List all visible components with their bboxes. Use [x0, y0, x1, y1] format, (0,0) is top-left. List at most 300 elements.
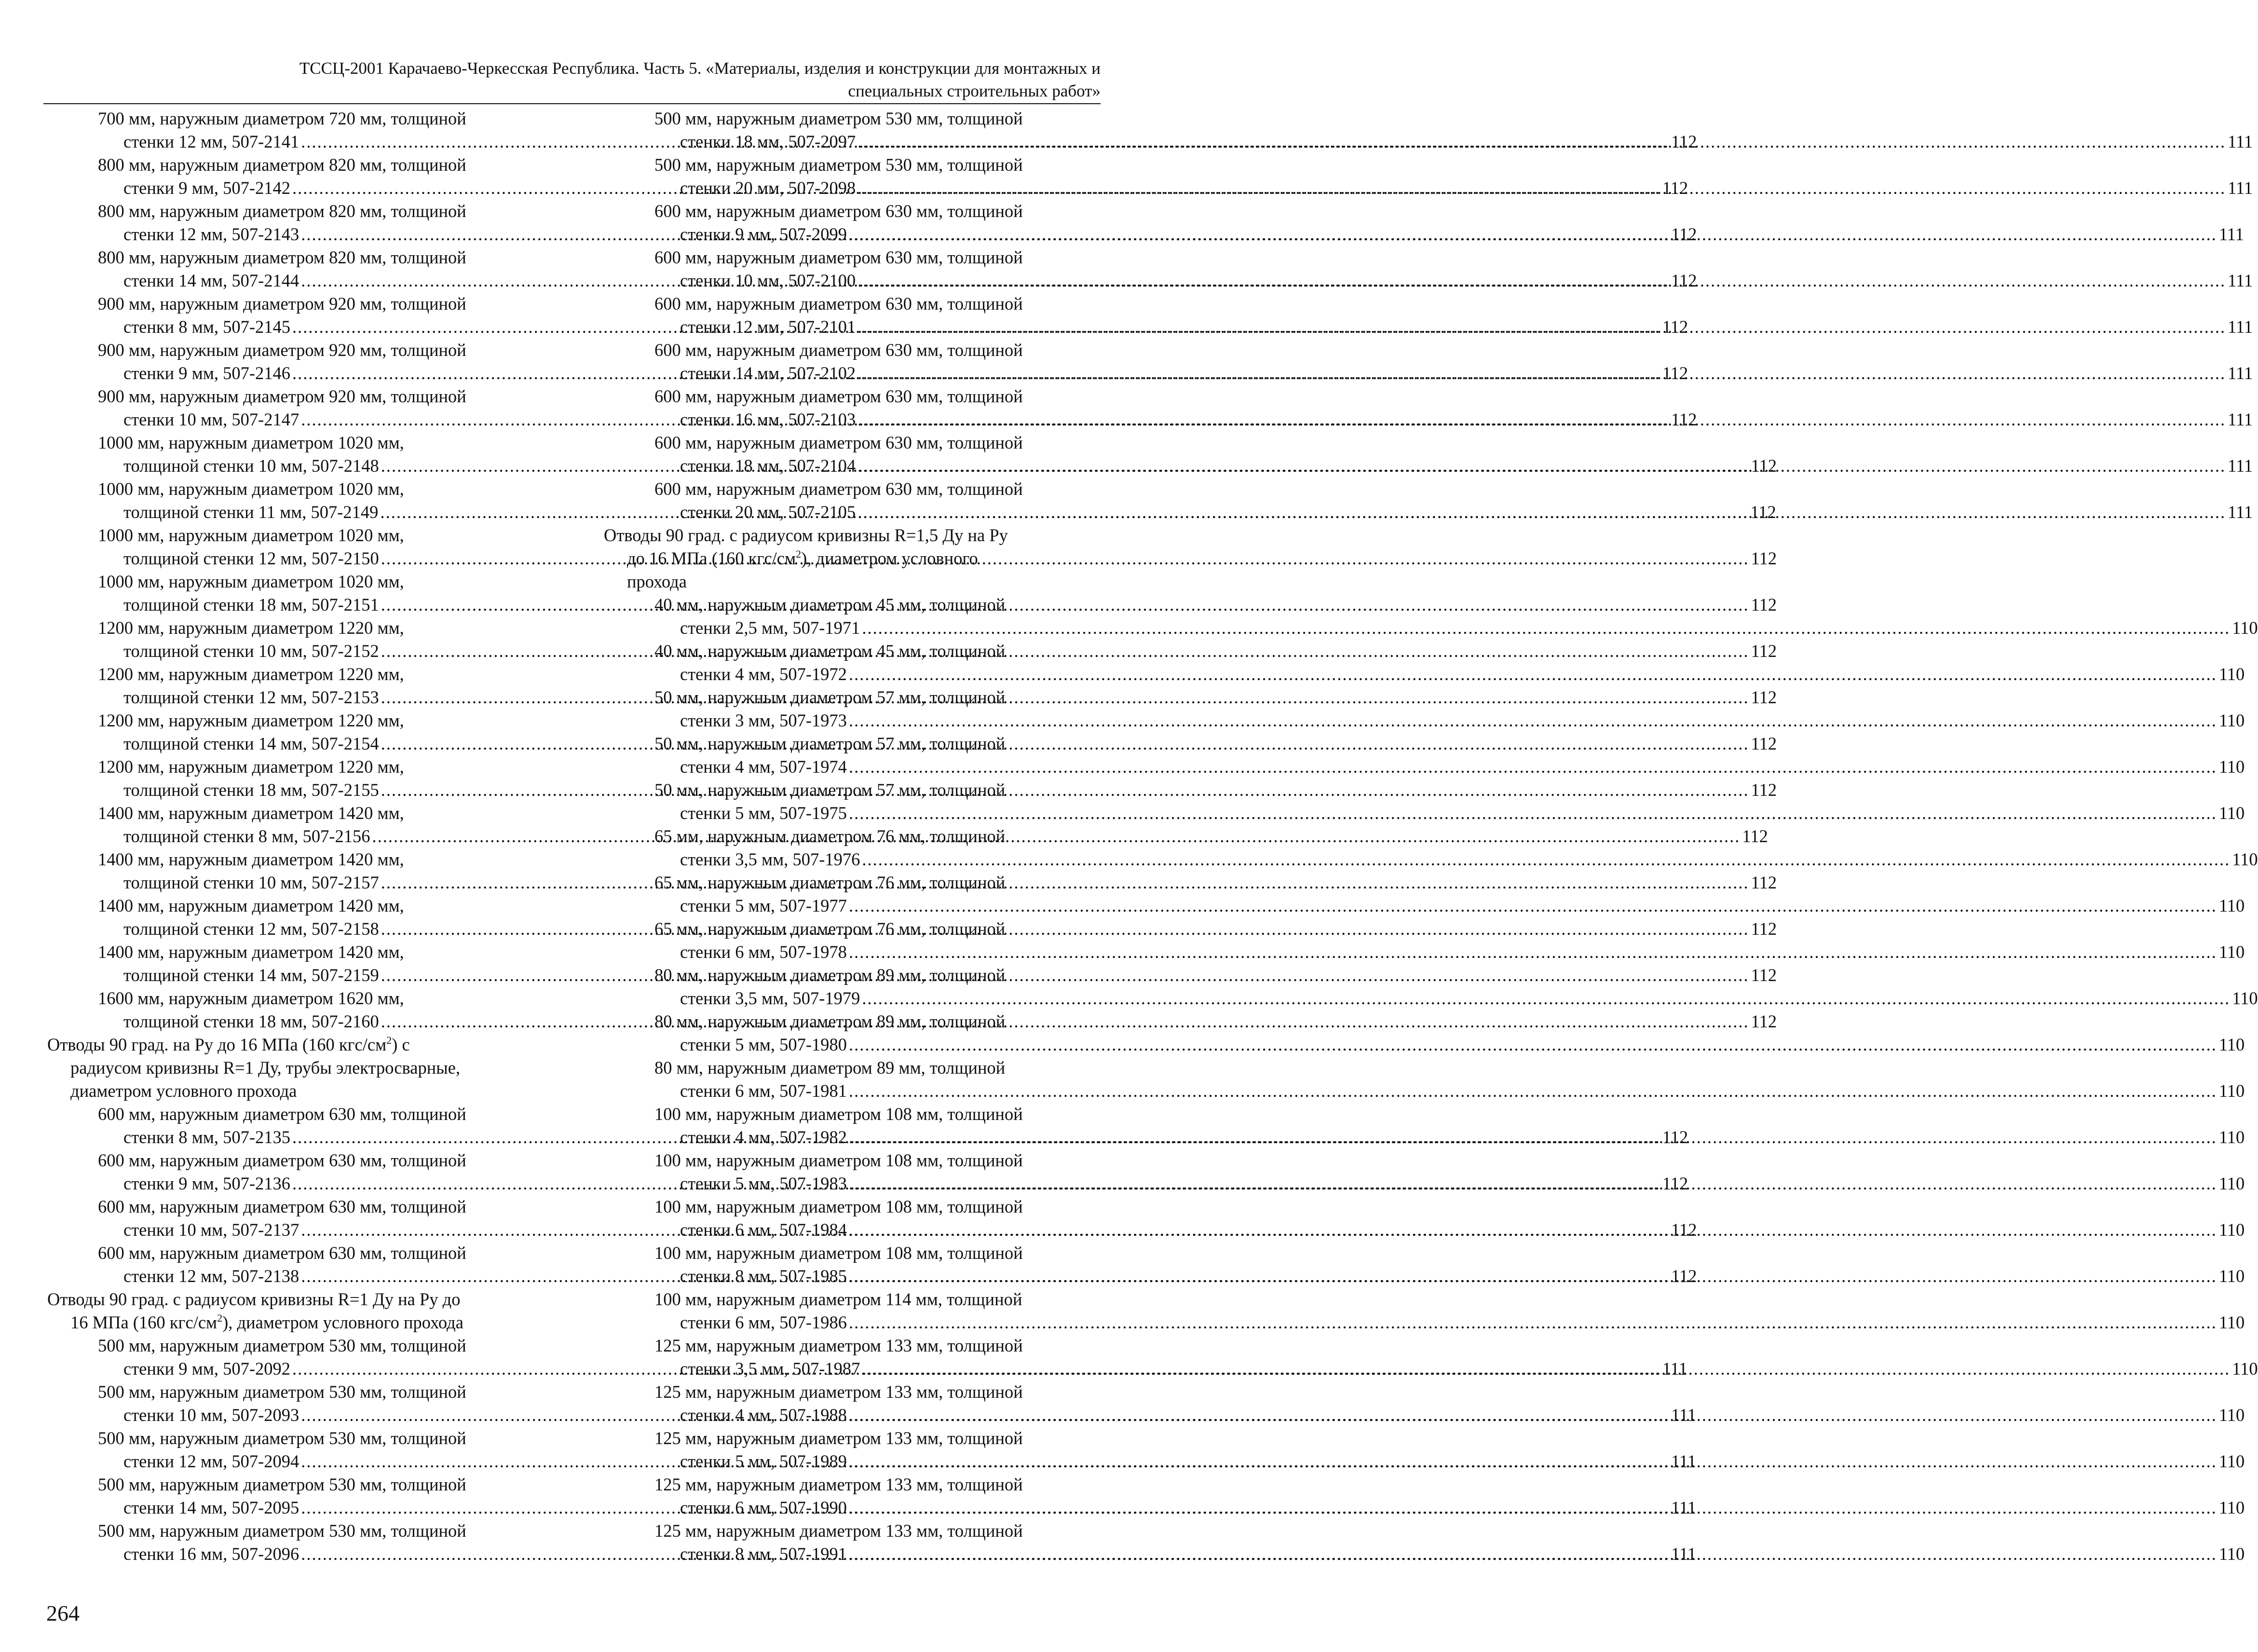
header-line-1: ТССЦ-2001 Карачаево-Черкесская Республика. Часть 5. «Материалы, изделия и конструкции для монтажных и — [299, 59, 1101, 78]
entry-text: 80 мм, наружным диаметром 89 мм, толщиной — [654, 1011, 1006, 1031]
index-entry-line — [604, 825, 1086, 848]
entry-text: стенки 6 мм, 507-1986 — [680, 1312, 847, 1332]
entry-text-after: ), диаметром условного — [801, 548, 978, 568]
entry-page-number: 112 — [1662, 178, 1688, 198]
entry-text: стенки 8 мм, 507-2135 — [123, 1127, 291, 1147]
entry-text: 1000 мм, наружным диаметром 1020 мм, — [98, 525, 404, 545]
entry-text: стенки 9 мм, 507-2099 — [680, 224, 847, 244]
index-entry-line — [604, 1311, 2245, 1334]
entry-text: 1200 мм, наружным диаметром 1220 мм, — [98, 664, 404, 684]
index-entry-line — [604, 802, 2245, 825]
index-entry-line — [47, 246, 530, 269]
entry-page-number: 111 — [2228, 410, 2253, 429]
entry-page-number: 111 — [2228, 271, 2253, 290]
entry-page-number: 112 — [1671, 224, 1697, 244]
entry-text: стенки 20 мм, 507-2105 — [680, 502, 856, 522]
entry-text: стенки 12 мм, 507-2141 — [123, 132, 299, 151]
entry-text: 40 мм, наружным диаметром 45 мм, толщиной — [654, 595, 1006, 614]
index-entry-line — [604, 1056, 1086, 1079]
entry-text: 900 мм, наружным диаметром 920 мм, толщиной — [98, 294, 466, 314]
index-entry-line — [604, 917, 1086, 941]
dot-leader — [849, 1265, 2217, 1288]
index-entry-line — [604, 431, 1086, 454]
entry-text: 50 мм, наружным диаметром 57 мм, толщиной — [654, 687, 1006, 707]
dot-leader — [857, 130, 2226, 153]
entry-text: толщиной стенки 14 мм, 507-2154 — [123, 734, 379, 753]
entry-text: 40 мм, наружным диаметром 45 мм, толщиной — [654, 641, 1006, 661]
entry-text: стенки 9 мм, 507-2092 — [123, 1359, 291, 1379]
entry-text: стенки 4 мм, 507-1974 — [680, 757, 847, 777]
entry-text: стенки 10 мм, 507-2137 — [123, 1220, 299, 1240]
dot-leader — [857, 501, 2226, 524]
index-entry-line — [47, 616, 530, 640]
entry-text: 1400 мм, наружным диаметром 1420 мм, — [98, 942, 404, 962]
entry-text: стенки 12 мм, 507-2094 — [123, 1451, 299, 1471]
entry-page-number: 112 — [1751, 780, 1777, 800]
dot-leader — [849, 663, 2217, 686]
entry-text: 600 мм, наружным диаметром 630 мм, толщиной — [654, 479, 1023, 499]
section-heading-line — [47, 1311, 530, 1334]
entry-text: стенки 6 мм, 507-1981 — [680, 1081, 847, 1101]
entry-page-number: 110 — [2232, 1359, 2258, 1379]
entry-text: Отводы 90 град. с радиусом кривизны R=1 Ду на Ру до — [47, 1289, 461, 1309]
index-entry-line — [604, 1334, 1086, 1357]
entry-text: 600 мм, наружным диаметром 630 мм, толщиной — [98, 1197, 466, 1216]
entry-text: стенки 3,5 мм, 507-1979 — [680, 988, 860, 1008]
entry-text: стенки 3,5 мм, 507-1976 — [680, 849, 860, 869]
entry-page-number: 110 — [2218, 1451, 2245, 1471]
entry-page-number: 110 — [2218, 942, 2245, 962]
dot-leader — [849, 802, 2217, 825]
entry-text: 1000 мм, наружным диаметром 1020 мм, — [98, 479, 404, 499]
entry-text: 600 мм, наружным диаметром 630 мм, толщиной — [654, 201, 1023, 221]
dot-leader — [849, 1543, 2217, 1566]
dot-leader — [849, 1172, 2217, 1195]
index-entry-line — [604, 640, 1086, 663]
entry-page-number: 111 — [1671, 1544, 1697, 1564]
index-entry-line — [604, 478, 1086, 501]
section-heading-line — [47, 1288, 530, 1311]
entry-text: толщиной стенки 11 мм, 507-2149 — [123, 502, 379, 522]
entry-page-number: 110 — [2218, 1544, 2245, 1564]
index-entry-line — [604, 1033, 2245, 1056]
index-entry-line — [604, 153, 1086, 177]
entry-page-number: 110 — [2218, 1127, 2245, 1147]
dot-leader — [849, 755, 2217, 778]
entry-page-number: 112 — [1662, 363, 1688, 383]
entry-text: 500 мм, наружным диаметром 530 мм, толщиной — [98, 1336, 466, 1355]
entry-text: толщиной стенки 10 мм, 507-2148 — [123, 456, 379, 476]
entry-text: 500 мм, наружным диаметром 530 мм, толщиной — [654, 155, 1023, 175]
index-entry-line — [604, 964, 1086, 987]
entry-text: стенки 9 мм, 507-2146 — [123, 363, 291, 383]
dot-leader — [849, 709, 2217, 732]
entry-page-number: 112 — [1751, 641, 1777, 661]
entry-page-number: 112 — [1751, 734, 1777, 753]
entry-text: 600 мм, наружным диаметром 630 мм, толщиной — [654, 386, 1023, 406]
index-entry-line — [604, 593, 1086, 616]
entry-text: 900 мм, наружным диаметром 920 мм, толщиной — [98, 340, 466, 360]
entry-text: 600 мм, наружным диаметром 630 мм, толщиной — [654, 294, 1023, 314]
index-entry-line — [604, 1543, 2245, 1566]
entry-text: 100 мм, наружным диаметром 114 мм, толщиной — [654, 1289, 1022, 1309]
entry-text: 125 мм, наружным диаметром 133 мм, толщиной — [654, 1382, 1023, 1402]
dot-leader — [849, 1404, 2217, 1427]
entry-text: 600 мм, наружным диаметром 630 мм, толщиной — [98, 1150, 466, 1170]
dot-leader — [849, 223, 2217, 246]
dot-leader — [849, 1218, 2217, 1242]
dot-leader — [849, 1033, 2217, 1056]
entry-page-number: 110 — [2218, 1174, 2245, 1193]
entry-text: 600 мм, наружным диаметром 630 мм, толщиной — [98, 1104, 466, 1124]
entry-text: радиусом кривизны R=1 Ду, трубы электросварные, — [70, 1058, 461, 1078]
index-entry-line — [47, 1103, 530, 1126]
entry-text: 500 мм, наружным диаметром 530 мм, толщиной — [98, 1382, 466, 1402]
entry-text: стенки 8 мм, 507-2145 — [123, 317, 291, 337]
entry-text: стенки 3 мм, 507-1973 — [680, 710, 847, 730]
dot-leader — [857, 269, 2226, 292]
entry-page-number: 112 — [1750, 502, 1776, 522]
entry-text: стенки 6 мм, 507-1984 — [680, 1220, 847, 1240]
entry-page-number: 110 — [2218, 1266, 2245, 1286]
entry-text: 1200 мм, наружным диаметром 1220 мм, — [98, 710, 404, 730]
entry-text: диаметром условного прохода — [70, 1081, 297, 1101]
index-entry-line — [604, 1427, 1086, 1450]
index-entry-line — [47, 848, 530, 871]
header-rule — [43, 103, 1101, 104]
entry-text: 100 мм, наружным диаметром 108 мм, толщиной — [654, 1243, 1023, 1263]
index-entry-line — [604, 339, 1086, 362]
entry-page-number: 110 — [2218, 896, 2245, 915]
dot-leader — [862, 1357, 2230, 1380]
superscript: 2 — [386, 1034, 392, 1046]
entry-text: стенки 2,5 мм, 507-1971 — [680, 618, 860, 638]
entry-text: стенки 5 мм, 507-1983 — [680, 1174, 847, 1193]
index-entry-line — [604, 848, 2258, 871]
index-entry-line — [604, 732, 1086, 755]
index-entry-line — [604, 1195, 1086, 1218]
index-entry-line — [604, 686, 1086, 709]
index-entry-line — [604, 709, 2245, 732]
entry-text: 500 мм, наружным диаметром 530 мм, толщиной — [98, 1521, 466, 1541]
entry-text: 700 мм, наружным диаметром 720 мм, толщиной — [98, 109, 466, 128]
entry-text: 600 мм, наружным диаметром 630 мм, толщиной — [98, 1243, 466, 1263]
index-entry-line — [604, 616, 2258, 640]
entry-text: 80 мм, наружным диаметром 89 мм, толщиной — [654, 1058, 1006, 1078]
entry-page-number: 111 — [2228, 317, 2253, 337]
entry-text: стенки 6 мм, 507-1990 — [680, 1498, 847, 1517]
entry-page-number: 110 — [2218, 1081, 2245, 1101]
index-entry-line — [47, 292, 530, 315]
entry-text: 100 мм, наружным диаметром 108 мм, толщиной — [654, 1104, 1023, 1124]
entry-text: толщиной стенки 12 мм, 507-2150 — [123, 548, 379, 568]
index-entry-line — [604, 1288, 1086, 1311]
index-entry-line — [604, 1103, 1086, 1126]
entry-text: 16 МПа (160 кгс/см — [70, 1312, 218, 1332]
entry-text: 500 мм, наружным диаметром 530 мм, толщиной — [654, 109, 1023, 128]
section-heading-line — [47, 1056, 530, 1079]
entry-page-number: 110 — [2232, 988, 2258, 1008]
index-entry-line — [604, 941, 2245, 964]
entry-text: стенки 14 мм, 507-2095 — [123, 1498, 299, 1517]
entry-page-number: 112 — [1671, 410, 1697, 429]
index-entry-line — [47, 385, 530, 408]
dot-leader — [849, 1450, 2217, 1473]
dot-leader — [849, 941, 2217, 964]
entry-text: 1000 мм, наружным диаметром 1020 мм, — [98, 433, 404, 452]
entry-text: стенки 5 мм, 507-1989 — [680, 1451, 847, 1471]
index-entry-line — [604, 871, 1086, 894]
index-entry-line — [47, 1334, 530, 1357]
entry-text: 800 мм, наружным диаметром 820 мм, толщиной — [98, 247, 466, 267]
entry-page-number: 112 — [1671, 271, 1697, 290]
index-entry-line — [604, 1010, 1086, 1033]
index-entry-line — [604, 107, 1086, 130]
entry-page-number: 111 — [1671, 1405, 1697, 1425]
entry-text: 1200 мм, наружным диаметром 1220 мм, — [98, 757, 404, 777]
index-entry-line — [47, 478, 530, 501]
dot-leader — [849, 894, 2217, 917]
entry-text: стенки 12 мм, 507-2143 — [123, 224, 299, 244]
entry-text: стенки 4 мм, 507-1972 — [680, 664, 847, 684]
entry-text: стенки 5 мм, 507-1977 — [680, 896, 847, 915]
entry-page-number: 111 — [2228, 363, 2253, 383]
dot-leader — [857, 454, 2226, 478]
superscript: 2 — [217, 1312, 223, 1324]
index-entry-line — [47, 200, 530, 223]
index-entry-line — [604, 1149, 1086, 1172]
entry-text: стенки 5 мм, 507-1980 — [680, 1035, 847, 1054]
index-entry-line — [47, 153, 530, 177]
entry-page-number: 111 — [2218, 224, 2244, 244]
index-entry-line — [47, 339, 530, 362]
entry-text: стенки 12 мм, 507-2101 — [680, 317, 856, 337]
superscript: 2 — [796, 548, 802, 560]
dot-leader — [862, 848, 2230, 871]
page-number: 264 — [46, 1601, 80, 1625]
index-entry-line — [47, 1427, 530, 1450]
entry-text: толщиной стенки 18 мм, 507-2160 — [123, 1011, 379, 1031]
entry-page-number: 112 — [1742, 826, 1768, 846]
entry-text: толщиной стенки 14 мм, 507-2159 — [123, 965, 379, 985]
entry-page-number: 110 — [2218, 1035, 2245, 1054]
entry-text: 900 мм, наружным диаметром 920 мм, толщиной — [98, 386, 466, 406]
entry-page-number: 112 — [1751, 595, 1777, 614]
entry-text: толщиной стенки 18 мм, 507-2155 — [123, 780, 379, 800]
entry-text: стенки 3,5 мм, 507-1987 — [680, 1359, 860, 1379]
entry-text: 600 мм, наружным диаметром 630 мм, толщиной — [654, 433, 1023, 452]
header-line-2: специальных строительных работ» — [848, 82, 1101, 100]
dot-leader — [862, 616, 2230, 640]
entry-text: 65 мм, наружным диаметром 76 мм, толщиной — [654, 826, 1006, 846]
entry-text: толщиной стенки 12 мм, 507-2158 — [123, 919, 379, 939]
entry-page-number: 112 — [1671, 1266, 1697, 1286]
entry-page-number: 110 — [2218, 1220, 2245, 1240]
dot-leader — [849, 1079, 2217, 1103]
entry-text: Отводы 90 град. с радиусом кривизны R=1,5 Ду на Ру — [604, 525, 1008, 545]
index-entry-line — [47, 570, 530, 593]
entry-page-number: 110 — [2218, 1405, 2245, 1425]
entry-text: 80 мм, наружным диаметром 89 мм, толщиной — [654, 965, 1006, 985]
section-heading-line — [47, 1079, 530, 1103]
entry-text: стенки 10 мм, 507-2147 — [123, 410, 299, 429]
index-entry-line — [604, 1473, 1086, 1496]
entry-page-number: 112 — [1662, 317, 1688, 337]
entry-text: 800 мм, наружным диаметром 820 мм, толщиной — [98, 201, 466, 221]
index-entry-line — [604, 987, 2258, 1010]
entry-page-number: 111 — [1662, 1359, 1687, 1379]
index-entry-line — [47, 1242, 530, 1265]
dot-leader — [862, 987, 2230, 1010]
entry-text: 1400 мм, наружным диаметром 1420 мм, — [98, 849, 404, 869]
entry-text: 100 мм, наружным диаметром 108 мм, толщиной — [654, 1197, 1023, 1216]
entry-page-number: 110 — [2218, 803, 2245, 823]
entry-text-after: ) с — [392, 1035, 410, 1054]
entry-page-number: 112 — [1671, 1220, 1697, 1240]
entry-text: стенки 14 мм, 507-2144 — [123, 271, 299, 290]
entry-text: толщиной стенки 12 мм, 507-2153 — [123, 687, 379, 707]
entry-text: стенки 9 мм, 507-2136 — [123, 1174, 291, 1193]
entry-text: стенки 14 мм, 507-2102 — [680, 363, 856, 383]
entry-page-number: 111 — [2228, 456, 2253, 476]
section-heading-line — [604, 524, 1086, 547]
entry-text: стенки 9 мм, 507-2142 — [123, 178, 291, 198]
entry-text: Отводы 90 град. на Ру до 16 МПа (160 кгс/см — [47, 1035, 387, 1054]
index-entry-line — [47, 524, 530, 547]
entry-text: 100 мм, наружным диаметром 108 мм, толщиной — [654, 1150, 1023, 1170]
index-entry-line — [47, 987, 530, 1010]
entry-text: 125 мм, наружным диаметром 133 мм, толщиной — [654, 1428, 1023, 1448]
entry-text: стенки 8 мм, 507-1985 — [680, 1266, 847, 1286]
entry-text: стенки 4 мм, 507-1988 — [680, 1405, 847, 1425]
entry-text: стенки 18 мм, 507-2104 — [680, 456, 856, 476]
entry-text: 1000 мм, наружным диаметром 1020 мм, — [98, 572, 404, 591]
dot-leader — [849, 1496, 2217, 1519]
entry-page-number: 112 — [1751, 965, 1777, 985]
index-entry-line — [47, 1149, 530, 1172]
entry-page-number: 112 — [1751, 1011, 1777, 1031]
entry-page-number: 112 — [1751, 456, 1777, 476]
index-entry-line — [47, 663, 530, 686]
entry-text: стенки 10 мм, 507-2100 — [680, 271, 856, 290]
entry-text: стенки 6 мм, 507-1978 — [680, 942, 847, 962]
entry-text: 65 мм, наружным диаметром 76 мм, толщиной — [654, 919, 1006, 939]
index-entry-line — [47, 709, 530, 732]
index-entry-line — [47, 802, 530, 825]
entry-page-number: 112 — [1671, 132, 1697, 151]
dot-leader — [849, 1311, 2217, 1334]
dot-leader — [857, 315, 2226, 339]
entry-page-number: 110 — [2218, 1498, 2245, 1517]
entry-text: стенки 12 мм, 507-2138 — [123, 1266, 299, 1286]
running-header — [43, 57, 1101, 102]
entry-text: 125 мм, наружным диаметром 133 мм, толщиной — [654, 1336, 1023, 1355]
entry-page-number: 110 — [2218, 710, 2245, 730]
entry-text: стенки 16 мм, 507-2096 — [123, 1544, 299, 1564]
entry-text: 500 мм, наружным диаметром 530 мм, толщиной — [98, 1428, 466, 1448]
entry-text: 600 мм, наружным диаметром 630 мм, толщиной — [654, 340, 1023, 360]
entry-text: 500 мм, наружным диаметром 530 мм, толщиной — [98, 1475, 466, 1494]
entry-text: стенки 5 мм, 507-1975 — [680, 803, 847, 823]
index-entry-line — [47, 1519, 530, 1543]
index-entry-line — [604, 246, 1086, 269]
entry-text: 1400 мм, наружным диаметром 1420 мм, — [98, 803, 404, 823]
entry-page-number: 110 — [2218, 757, 2245, 777]
section-heading-line — [47, 1033, 530, 1056]
index-entry-line — [604, 200, 1086, 223]
index-entry-line — [47, 894, 530, 917]
index-entry-line — [604, 778, 1086, 802]
index-entry-line — [604, 292, 1086, 315]
entry-page-number: 112 — [1662, 1127, 1688, 1147]
entry-page-number: 110 — [2218, 1312, 2245, 1332]
entry-text: до 16 МПа (160 кгс/см — [627, 548, 796, 568]
index-entry-line — [604, 894, 2245, 917]
index-entry-line — [604, 1242, 1086, 1265]
entry-text: 50 мм, наружным диаметром 57 мм, толщиной — [654, 734, 1006, 753]
entry-text: стенки 20 мм, 507-2098 — [680, 178, 856, 198]
index-entry-line — [604, 755, 2245, 778]
index-entry-line — [604, 1519, 1086, 1543]
entry-page-number: 110 — [2232, 618, 2258, 638]
entry-page-number: 112 — [1751, 873, 1777, 892]
entry-text: 50 мм, наружным диаметром 57 мм, толщиной — [654, 780, 1006, 800]
dot-leader — [857, 408, 2226, 431]
entry-text: стенки 18 мм, 507-2097 — [680, 132, 856, 151]
entry-text: стенки 10 мм, 507-2093 — [123, 1405, 299, 1425]
index-entry-line — [47, 107, 530, 130]
index-entry-line — [604, 1079, 2245, 1103]
entry-text: толщиной стенки 18 мм, 507-2151 — [123, 595, 379, 614]
entry-page-number: 111 — [1671, 1451, 1697, 1471]
entry-text: 1200 мм, наружным диаметром 1220 мм, — [98, 618, 404, 638]
entry-text: толщиной стенки 8 мм, 507-2156 — [123, 826, 370, 846]
index-entry-line — [47, 1380, 530, 1404]
entry-text: 1400 мм, наружным диаметром 1420 мм, — [98, 896, 404, 915]
section-heading-line — [604, 570, 1086, 593]
entry-page-number: 111 — [2228, 178, 2253, 198]
entry-page-number: 110 — [2232, 849, 2258, 869]
index-entry-line — [47, 431, 530, 454]
dot-leader — [849, 1126, 2217, 1149]
index-entry-line — [47, 755, 530, 778]
index-entry-line — [47, 1473, 530, 1496]
entry-text: 65 мм, наружным диаметром 76 мм, толщиной — [654, 873, 1006, 892]
index-entry-line — [47, 941, 530, 964]
index-entry-line — [604, 385, 1086, 408]
entry-text: толщиной стенки 10 мм, 507-2152 — [123, 641, 379, 661]
entry-text: 600 мм, наружным диаметром 630 мм, толщиной — [654, 247, 1023, 267]
section-heading-line — [604, 547, 1086, 570]
index-entry-line — [604, 1380, 1086, 1404]
entry-text: стенки 16 мм, 507-2103 — [680, 410, 856, 429]
entry-page-number: 112 — [1751, 548, 1777, 568]
entry-text: 125 мм, наружным диаметром 133 мм, толщиной — [654, 1475, 1023, 1494]
entry-page-number: 110 — [2218, 664, 2245, 684]
entry-text: стенки 4 мм, 507-1982 — [680, 1127, 847, 1147]
entry-text: стенки 8 мм, 507-1991 — [680, 1544, 847, 1564]
entry-text-after: ), диаметром условного прохода — [222, 1312, 463, 1332]
dot-leader — [857, 362, 2226, 385]
entry-text: прохода — [627, 572, 687, 591]
entry-page-number: 112 — [1751, 687, 1777, 707]
entry-page-number: 112 — [1751, 919, 1777, 939]
entry-page-number: 111 — [2228, 132, 2253, 151]
entry-text: 1600 мм, наружным диаметром 1620 мм, — [98, 988, 404, 1008]
entry-page-number: 111 — [1671, 1498, 1697, 1517]
dot-leader — [857, 177, 2226, 200]
entry-text: 800 мм, наружным диаметром 820 мм, толщиной — [98, 155, 466, 175]
